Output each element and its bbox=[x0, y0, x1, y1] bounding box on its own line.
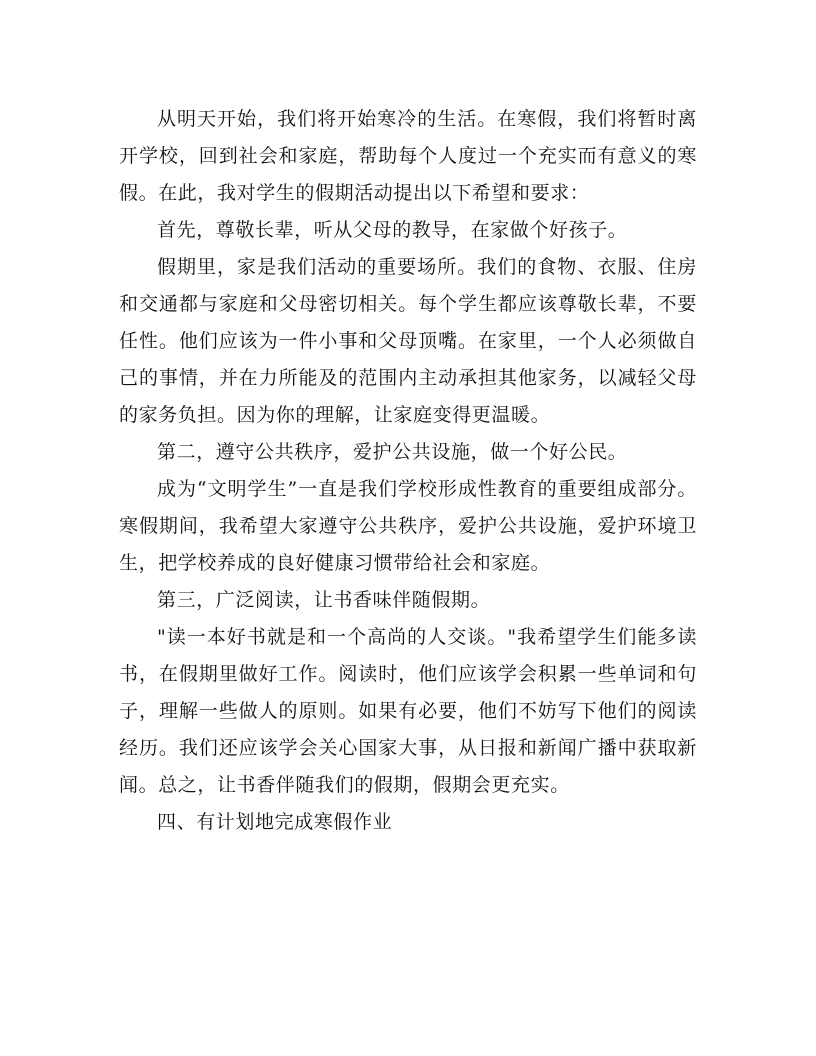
section-heading-public-order: 第二，遵守公共秩序，爱护公共设施，做一个好公民。 bbox=[157, 441, 628, 463]
intro-paragraph: 从明天开始，我们将开始寒冷的生活。在寒假，我们将暂时离开学校，回到社会和家庭，帮助每个人度过一个充实而有意义的寒假。在此，我对学生的假期活动提出以下希望和要求： bbox=[119, 108, 697, 204]
paragraph-civilized-student: 成为“文明学生”一直是我们学校形成性教育的重要组成部分。寒假期间，我希望大家遵守公共秩序，爱护公共设施，爱护环境卫生，把学校养成的良好健康习惯带给社会和家庭。 bbox=[119, 478, 697, 574]
paragraph-home: 假期里，家是我们活动的重要场所。我们的食物、衣服、住房和交通都与家庭和父母密切相关。每个学生都应该尊敬长辈，不要任性。他们应该为一件小事和父母顶嘴。在家里，一个人必须做自己的事情，并在力所能及的范围内主动承担其他家务，以减轻父母的家务负担。因为你的理解，让家庭变得更温暖。 bbox=[119, 256, 697, 426]
section-heading-reading: 第三，广泛阅读，让书香味伴随假期。 bbox=[157, 589, 491, 611]
section-heading-homework: 四、有计划地完成寒假作业 bbox=[157, 811, 393, 833]
paragraph-reading: "读一本好书就是和一个高尚的人交谈。"我希望学生们能多读书，在假期里做好工作。阅读时，他们应该学会积累一些单词和句子，理解一些做人的原则。如果有必要，他们不妨写下他们的阅读经历。我们还应该学会关心国家大事，从日报和新闻广播中获取新闻。总之，让书香伴随我们的假期，假期会更充实。 bbox=[119, 626, 697, 796]
section-heading-respect-elders: 首先，尊敬长辈，听从父母的教导，在家做个好孩子。 bbox=[157, 219, 628, 241]
document-body bbox=[119, 101, 697, 841]
